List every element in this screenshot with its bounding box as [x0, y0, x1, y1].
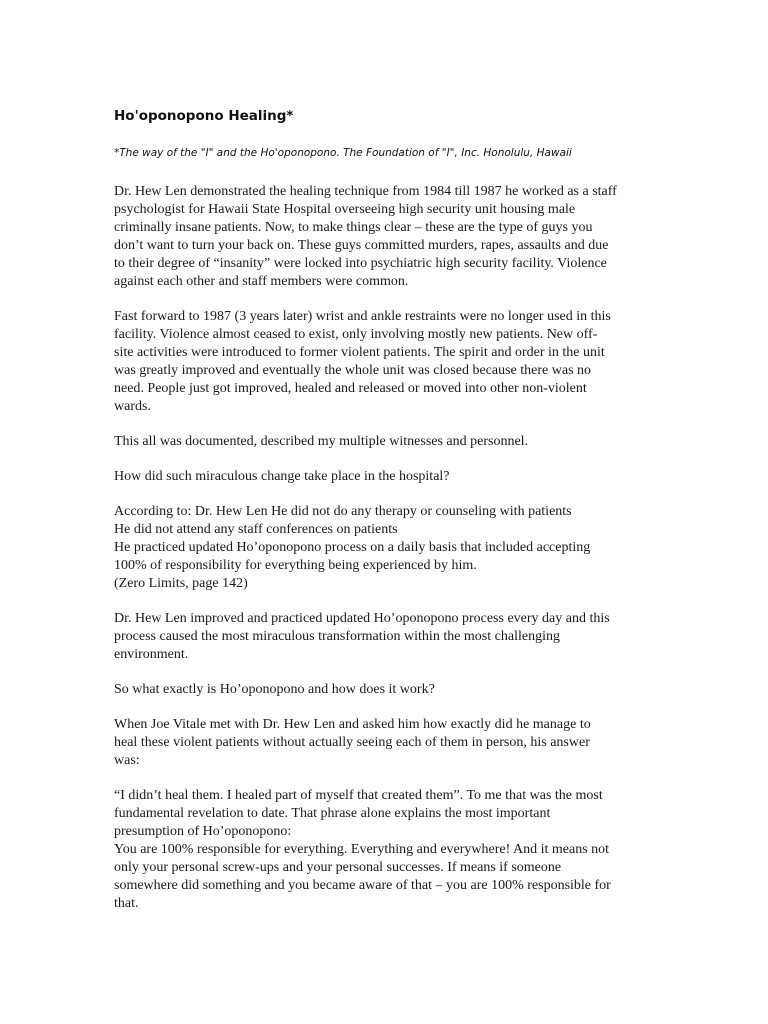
paragraph-line: was:	[114, 753, 140, 768]
paragraph-line: presumption of Ho’oponopono:	[114, 824, 292, 839]
paragraph-line: that.	[114, 896, 139, 911]
paragraph-line: heal these violent patients without actually seeing each of them in person, his answer	[114, 735, 590, 750]
paragraph-line: 100% of responsibility for everything being experienced by him.	[114, 558, 477, 573]
paragraph-5	[114, 503, 650, 593]
paragraph-1	[114, 183, 650, 291]
paragraph-8	[114, 716, 650, 770]
paragraph-line: facility. Violence almost ceased to exist, only involving mostly new patients. New off-	[114, 327, 598, 342]
paragraph-line: need. People just got improved, healed and released or moved into other non-violent	[114, 381, 587, 396]
paragraph-line: against each other and staff members were common.	[114, 274, 409, 289]
paragraph-4	[114, 468, 650, 486]
paragraph-line: He did not attend any staff conferences on patients	[114, 522, 398, 537]
paragraph-line: only your personal screw-ups and your personal successes. If means if someone	[114, 860, 562, 875]
paragraph-line: “I didn’t heal them. I healed part of myself that created them”. To me that was the most	[114, 788, 603, 803]
paragraph-6	[114, 610, 650, 664]
paragraph-3	[114, 433, 650, 451]
paragraph-line: wards.	[114, 399, 151, 414]
paragraph-line: According to: Dr. Hew Len He did not do any therapy or counseling with patients	[114, 504, 572, 519]
paragraph-line: criminally insane patients. Now, to make things clear – these are the type of guys you	[114, 220, 593, 235]
paragraph-line: environment.	[114, 647, 189, 662]
paragraph-line: to their degree of “insanity” were locked into psychiatric high security facility. Violence	[114, 256, 607, 271]
paragraph-line: don’t want to turn your back on. These guys committed murders, rapes, assaults and due	[114, 238, 609, 253]
paragraph-line: So what exactly is Ho’oponopono and how does it work?	[114, 682, 435, 697]
paragraph-line: somewhere did something and you became aware of that – you are 100% responsible for	[114, 878, 611, 893]
paragraph-line: Dr. Hew Len improved and practiced updated Ho’oponopono process every day and this	[114, 611, 610, 626]
paragraph-line: process caused the most miraculous transformation within the most challenging	[114, 629, 560, 644]
paragraph-line: (Zero Limits, page 142)	[114, 576, 248, 591]
document-body	[114, 183, 650, 913]
document-content	[114, 107, 650, 913]
paragraph-line: fundamental revelation to date. That phrase alone explains the most important	[114, 806, 551, 821]
paragraph-2	[114, 308, 650, 416]
paragraph-line: site activities were introduced to former violent patients. The spirit and order in the unit	[114, 345, 605, 360]
paragraph-line: He practiced updated Ho’oponopono process on a daily basis that included accepting	[114, 540, 591, 555]
paragraph-line: When Joe Vitale met with Dr. Hew Len and asked him how exactly did he manage to	[114, 717, 591, 732]
paragraph-line: psychologist for Hawaii State Hospital overseeing high security unit housing male	[114, 202, 576, 217]
paragraph-9	[114, 787, 650, 913]
paragraph-line: Fast forward to 1987 (3 years later) wrist and ankle restraints were no longer used in this	[114, 309, 611, 324]
paragraph-line: How did such miraculous change take place in the hospital?	[114, 469, 450, 484]
paragraph-line: Dr. Hew Len demonstrated the healing technique from 1984 till 1987 he worked as a staff	[114, 184, 617, 199]
paragraph-line: was greatly improved and eventually the whole unit was closed because there was no	[114, 363, 592, 378]
paragraph-line: You are 100% responsible for everything. Everything and everywhere! And it means not	[114, 842, 610, 857]
paragraph-7	[114, 681, 650, 699]
document-title: Ho'oponopono Healing*	[114, 108, 294, 124]
paragraph-line: This all was documented, described my multiple witnesses and personnel.	[114, 434, 529, 449]
document-subtitle: *The way of the "I" and the Ho'oponopono. The Foundation of "I", Inc. Honolulu, Hawaii	[114, 147, 572, 159]
